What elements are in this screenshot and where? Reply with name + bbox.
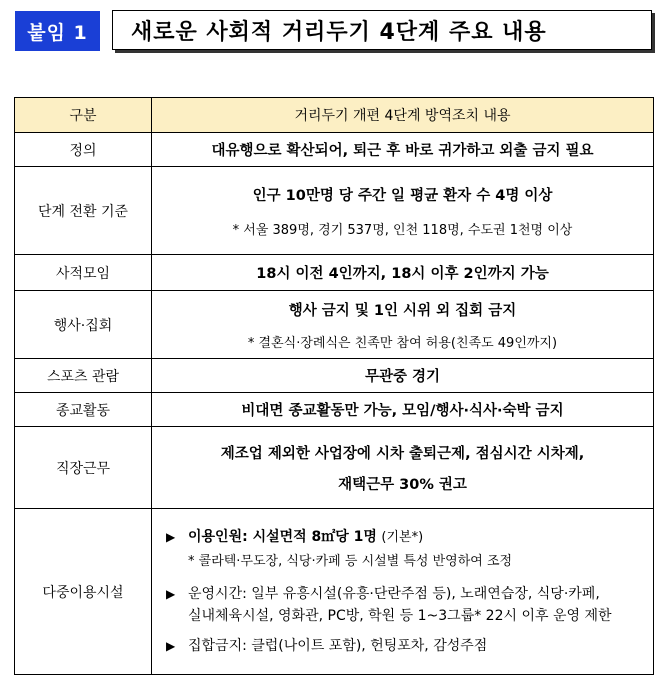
row-label: 행사·집회 — [15, 291, 152, 359]
table-row — [15, 133, 654, 167]
row-label: 직장근무 — [15, 427, 152, 509]
table-row — [15, 393, 654, 427]
row-content — [152, 427, 654, 509]
row-label: 단계 전환 기준 — [15, 167, 152, 255]
bullet-text: 이용인원: 시설면적 8㎡당 1명 — [188, 529, 377, 545]
bullet-ban — [166, 635, 645, 657]
row-note-text: * 서울 389명, 경기 537명, 인천 118명, 수도권 1천명 이상 — [232, 222, 573, 238]
row-content — [152, 393, 654, 427]
row-content — [152, 359, 654, 393]
triangle-bullet-icon: ▶ — [166, 530, 176, 544]
table-row — [15, 359, 654, 393]
table-row — [15, 427, 654, 509]
row-main-text: 18시 이전 4인까지, 18시 이후 2인까지 가능 — [256, 266, 549, 282]
document-title: 새로운 사회적 거리두기 4단계 주요 내용 — [112, 10, 652, 50]
bullet-text: 집합금지: 클럽(나이트 포함), 헌팅포차, 감성주점 — [188, 638, 488, 654]
row-label: 종교활동 — [15, 393, 152, 427]
facility-bullets — [152, 520, 653, 663]
row-main-text: 대유행으로 확산되어, 퇴근 후 바로 귀가하고 외출 금지 필요 — [211, 143, 594, 159]
row-main-text: 행사 금지 및 1인 시위 외 집회 금지 — [288, 302, 517, 319]
row-main-text: 비대면 종교활동만 가능, 모임/행사·식사·숙박 금지 — [241, 403, 564, 419]
row-label: 스포츠 관람 — [15, 359, 152, 393]
bullet-note: * 콜라텍·무도장, 식당·카페 등 시설별 특성 반영하여 조정 — [188, 554, 513, 569]
table-row — [15, 509, 654, 675]
table-row — [15, 291, 654, 359]
row-content — [152, 509, 654, 675]
triangle-bullet-icon: ▶ — [166, 587, 176, 601]
header-category: 구분 — [15, 98, 152, 133]
row-main-text: 무관중 경기 — [364, 369, 441, 385]
bullet-capacity — [166, 526, 645, 549]
bullet-tag: (기본*) — [381, 530, 424, 545]
row-content — [152, 291, 654, 359]
appendix-badge: 붙임 1 — [15, 11, 100, 51]
row-main-text: 인구 10만명 당 주간 일 평균 환자 수 4명 이상 — [252, 187, 553, 204]
table-row — [15, 167, 654, 255]
row-main-text-cont: 재택근무 30% 권고 — [338, 476, 467, 493]
row-content — [152, 133, 654, 167]
row-content — [152, 255, 654, 291]
bullet-text-cont: 실내체육시설, 영화관, PC방, 학원 등 1~3그룹* 22시 이후 운영 제한 — [188, 608, 612, 624]
bullet-text: 운영시간: 일부 유흥시설(유흥·단란주점 등), 노래연습장, 식당·카페, — [188, 586, 600, 602]
table-header-row — [15, 98, 654, 133]
row-label: 정의 — [15, 133, 152, 167]
row-main-text: 제조업 제외한 사업장에 시차 출퇴근제, 점심시간 시차제, — [220, 445, 585, 462]
header-content: 거리두기 개편 4단계 방역조치 내용 — [152, 98, 654, 133]
row-label: 사적모임 — [15, 255, 152, 291]
triangle-bullet-icon: ▶ — [166, 639, 176, 653]
bullet-hours — [166, 583, 645, 627]
row-label: 다중이용시설 — [15, 509, 152, 675]
row-note-text: * 결혼식·장례식은 친족만 참여 허용(친족도 49인까지) — [247, 335, 558, 351]
distancing-table — [14, 97, 654, 675]
row-content — [152, 167, 654, 255]
table-row — [15, 255, 654, 291]
